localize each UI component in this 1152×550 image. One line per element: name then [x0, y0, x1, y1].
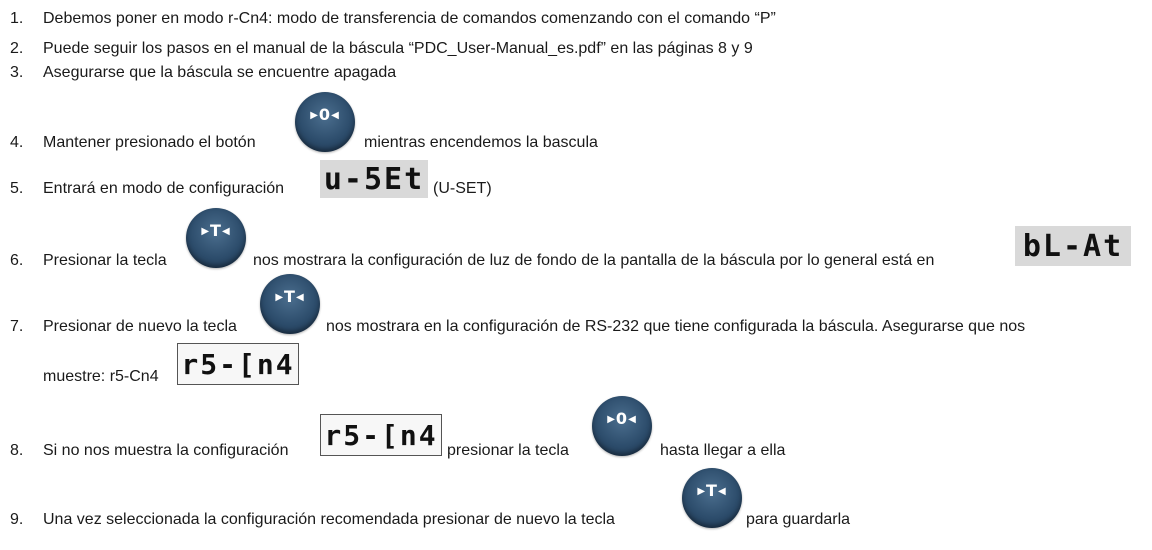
display-bl-at — [1015, 226, 1131, 266]
step-text: Mantener presionado el botón — [43, 134, 256, 151]
tare-button-icon: ▶T◀ — [682, 468, 742, 528]
tare-button-label: T — [284, 287, 296, 306]
display-u-set — [320, 160, 428, 198]
step-number: 2. — [10, 40, 24, 57]
display-u-set-text: u-5Et — [323, 161, 425, 197]
step-text-after: nos mostrara en la configuración de RS-232 que tiene configurada la báscula. Asegurarse que nos — [326, 318, 1026, 335]
zero-button-icon: ▶0◀ — [295, 92, 355, 152]
zero-button-label: 0 — [615, 409, 629, 428]
tare-button-label: T — [210, 221, 222, 240]
step-text: Presionar la tecla — [43, 252, 167, 269]
step-number: 1. — [10, 10, 24, 27]
step-text: Entrará en modo de configuración — [43, 180, 285, 197]
step-text: Presionar de nuevo la tecla — [43, 318, 237, 335]
step-text: Puede seguir los pasos en el manual de la báscula “PDC_User-Manual_es.pdf” en las páginas 8 y 9 — [43, 40, 753, 57]
step-text-after: mientras encendemos la bascula — [364, 134, 598, 151]
step-text: Una vez seleccionada la configuración recomendada presionar de nuevo la tecla — [43, 511, 615, 528]
display-bl-at-text: bL-At — [1022, 228, 1124, 264]
step-number: 4. — [10, 134, 24, 151]
step-text-after: hasta llegar a ella — [660, 442, 786, 459]
tare-button-label: T — [706, 481, 718, 500]
tare-button-icon: ▶T◀ — [260, 274, 320, 334]
step-text: Debemos poner en modo r-Cn4: modo de transferencia de comandos comenzando con el comando “P” — [43, 10, 776, 27]
display-rs-cn4 — [177, 343, 299, 385]
tare-button-icon: ▶T◀ — [186, 208, 246, 268]
step-text-after: (U-SET) — [433, 180, 492, 197]
step-number: 8. — [10, 442, 24, 459]
step-text: Si no nos muestra la configuración — [43, 442, 289, 459]
step-text-middle: presionar la tecla — [447, 442, 569, 459]
step-number: 6. — [10, 252, 24, 269]
step-number: 9. — [10, 511, 24, 528]
step-text: Asegurarse que la báscula se encuentre apagada — [43, 64, 397, 81]
zero-button-icon: ▶0◀ — [592, 396, 652, 456]
zero-button-label: 0 — [318, 105, 332, 124]
step-text-after: nos mostrara la configuración de luz de fondo de la pantalla de la báscula por lo general está en — [253, 252, 935, 269]
step-number: 3. — [10, 64, 24, 81]
display-rs-cn4-text: r5-[n4 — [324, 418, 438, 452]
step-text-after: para guardarla — [746, 511, 851, 528]
display-rs-cn4 — [320, 414, 442, 456]
step-number: 7. — [10, 318, 24, 335]
display-rs-cn4-text: r5-[n4 — [181, 347, 295, 381]
step-text: muestre: r5-Cn4 — [43, 368, 159, 385]
step-number: 5. — [10, 180, 24, 197]
